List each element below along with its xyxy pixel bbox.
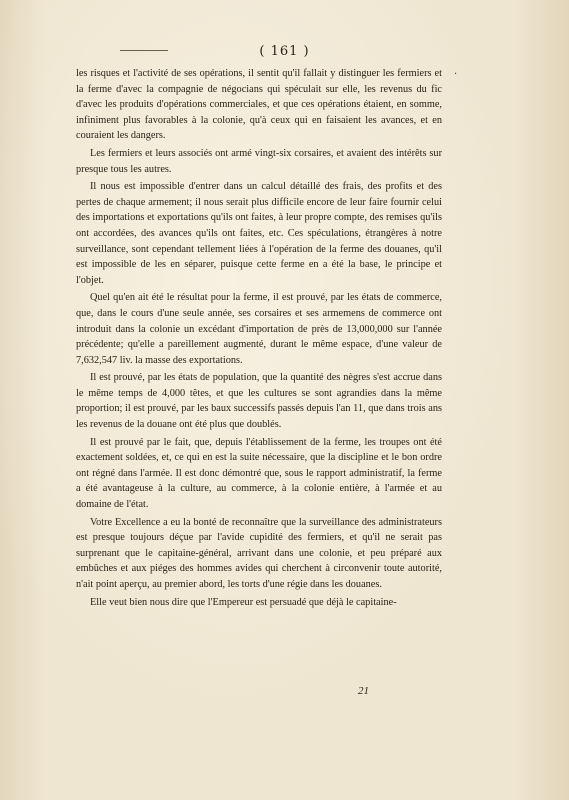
signature-mark: 21 [358, 685, 369, 697]
paragraph-4: Quel qu'en ait été le résultat pour la ferme, il est prouvé, par les états de commerce, que, dans le cours d'une seule année, ses corsaires et ses armemens de commerce ont introduit dans la colonie un excédant d'importation de près de 13,000,000 sur l'année précédente; qu'elle a pareillement augmenté, durant le même espace, d'une valeur de 7,632,547 liv. la masse des exportations. [76, 292, 442, 366]
page-number: ( 161 ) [259, 44, 310, 59]
paragraph-2: Les fermiers et leurs associés ont armé vingt-six corsaires, et avaient des intérêts sur presque tous les autres. [76, 147, 442, 175]
paragraph-7: Votre Excellence a eu la bonté de reconnaître que la surveillance des administrateurs est presque toujours déçue par l'avide cupidité des fermiers, et qu'il ne serait pas surprenant que le capitaine-général, arrivant dans une colonie, et peu préparé aux embûches et aux piéges des hommes avides qui cherchent à circonvenir toute autorité, n'ait point aperçu, au premier abord, les torts d'une régie dans les douanes. [76, 516, 442, 590]
paragraph-6: Il est prouvé par le fait, que, depuis l'établissement de la ferme, les troupes ont été exactement soldées, et, ce qui en est la suite nécessaire, que la discipline et le bon ordre ont régné dans l'armée. Il est donc démontré que, sous le rapport administratif, la ferme a été avantageuse à la culture, au commerce, à la colonie entière, à l'armée et au domaine de l'état. [76, 436, 442, 511]
margin-mark: · [454, 69, 458, 80]
body-text [76, 66, 442, 612]
paragraph-5: Il est prouvé, par les états de population, que la quantité des nègres s'est accrue dans le même temps de 4,000 têtes, et que les cultures se sont agrandies dans la même proportion; il est prouvé, par les baux successifs passés depuis l'an 11, que dans trois ans les revenus de la douane ont été plus que doublés. [76, 372, 442, 431]
paragraph-3: Il nous est impossible d'entrer dans un calcul détaillé des frais, des profits et des pertes de chaque armement; il nous serait plus difficile encore de leur faire fournir celui des importations et exportations qu'ils ont faites, à leur propre compte, des remises qu'ils ont accordées, des avances qu'ils ont faites, etc. Ces spéculations, étrangères à notre surveillance, sont cependant tellement liées à l'opération de la ferme des douanes, qu'il est impossible de les en séparer, puisque cette ferme en a été la base, le principe et l'objet. [76, 181, 442, 286]
paragraph-8: Elle veut bien nous dire que l'Empereur est persuadé que déjà le capitaine- [90, 596, 397, 608]
paragraph-1: les risques et l'activité de ses opérations, il sentit qu'il fallait y distinguer les fermiers et la ferme d'avec la compagnie de négocians qui spéculait sur elle, les revenus du fic d'avec les produits d'opérations commerciales, et que ces opérations étaient, en somme, infiniment plus favorables à la colonie, qu'à ceux qui en faisaient les avances, et en couraient les dangers. [76, 68, 442, 142]
